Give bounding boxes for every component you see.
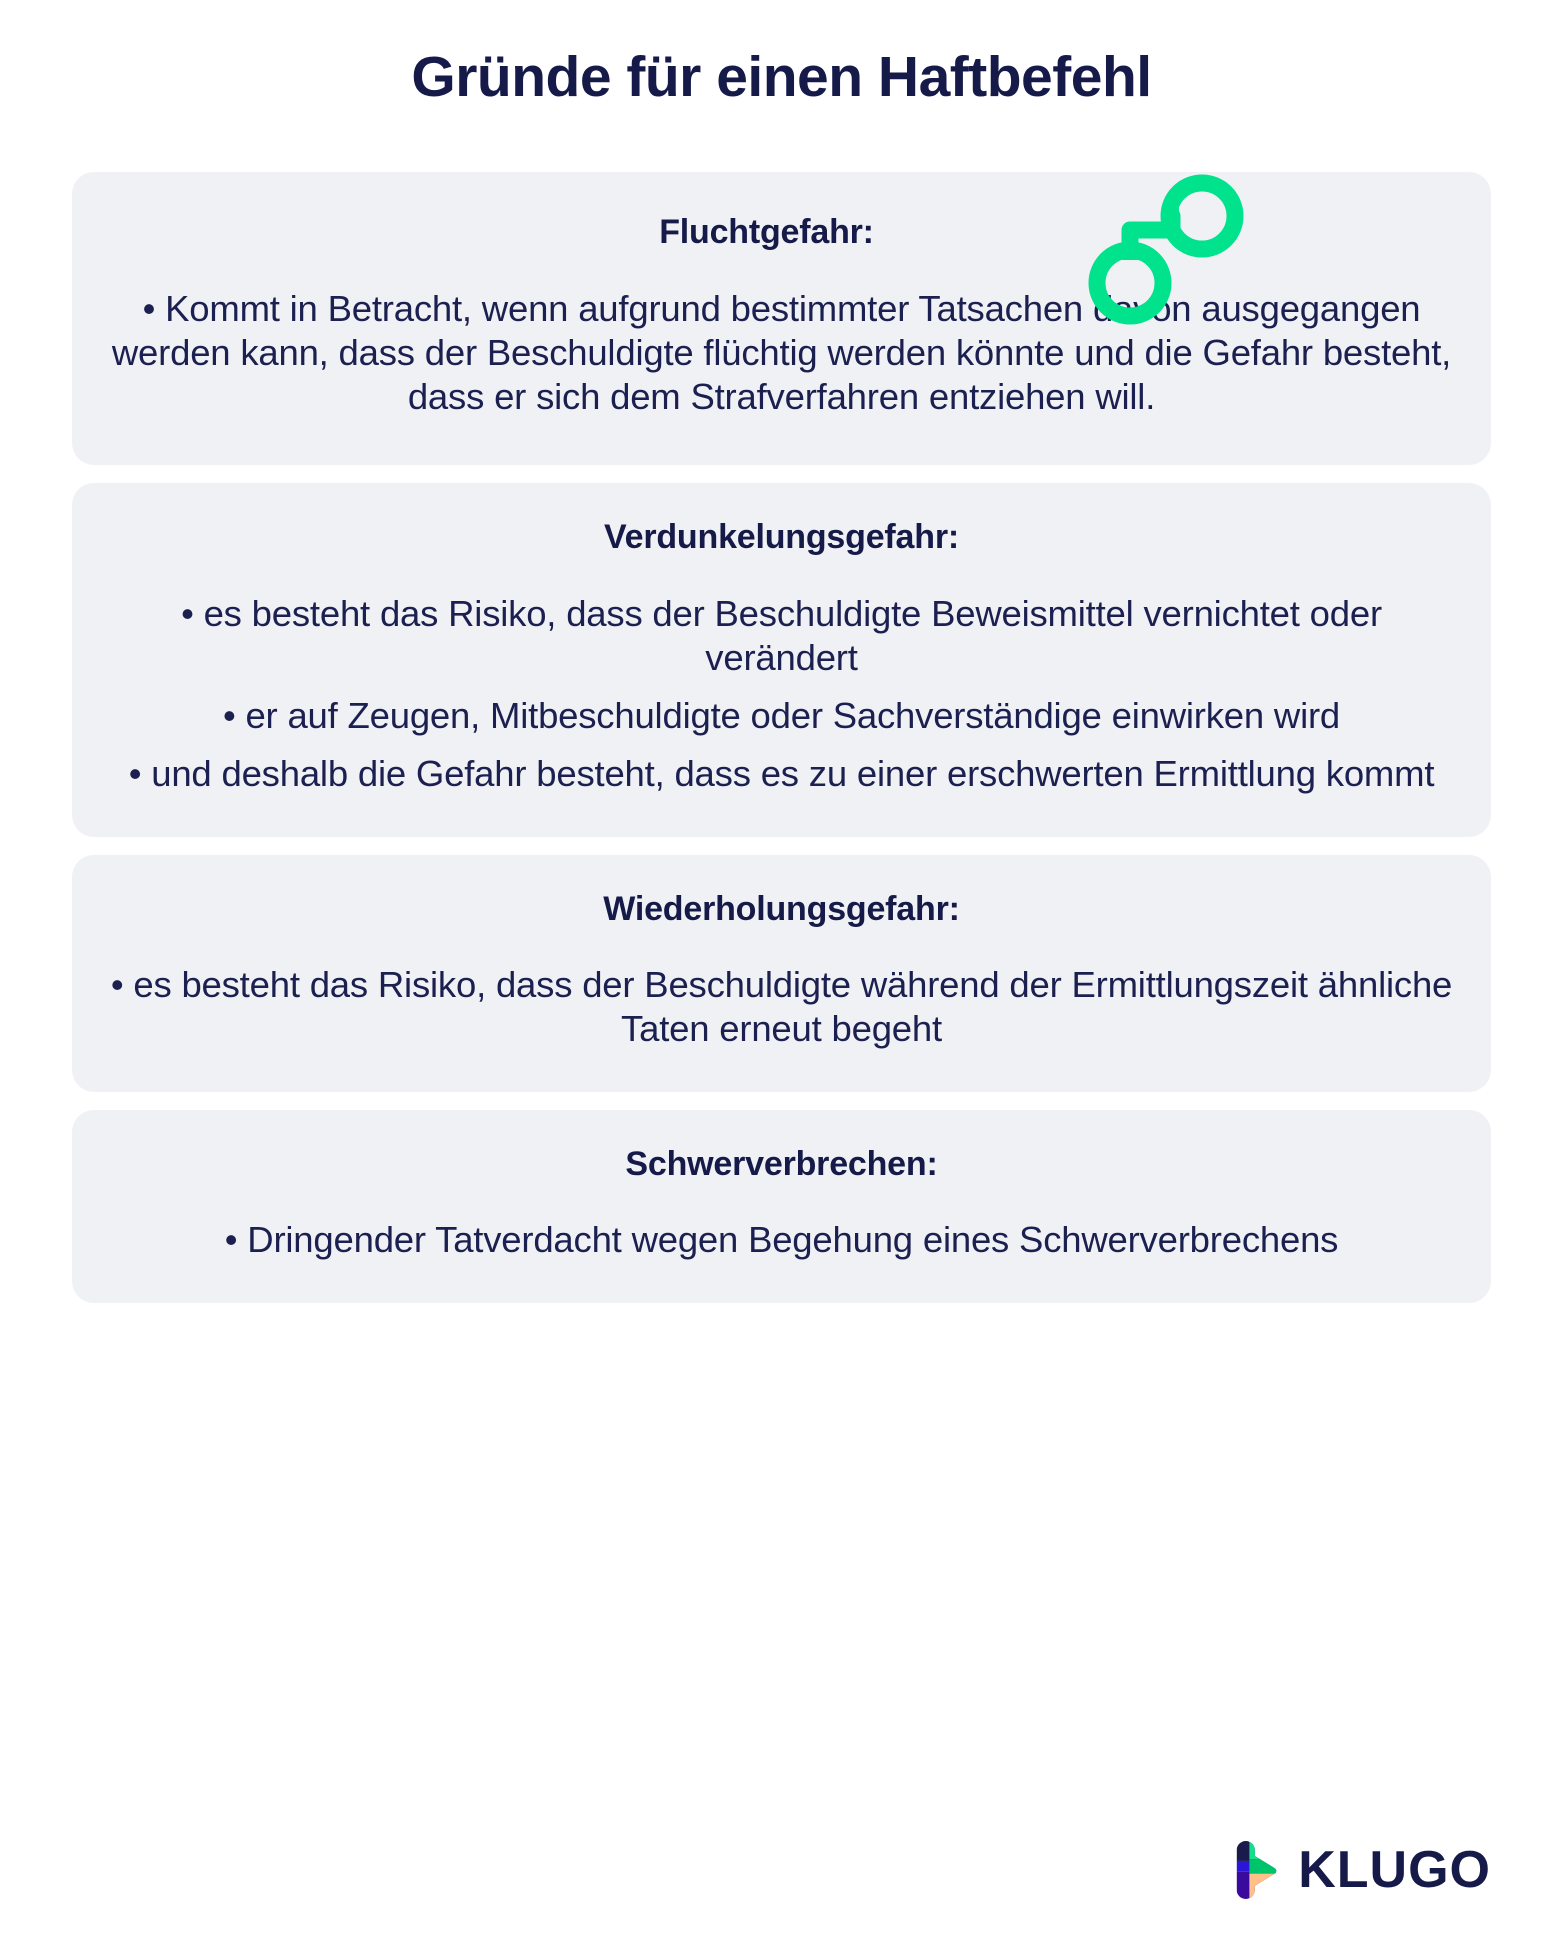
card-body bbox=[106, 963, 1457, 1051]
brand-wordmark: KLUGO bbox=[1298, 1841, 1491, 1899]
klugo-play-mark-icon bbox=[1224, 1841, 1282, 1899]
brand-logo bbox=[1224, 1841, 1491, 1899]
card-body bbox=[106, 592, 1457, 797]
title-section bbox=[72, 0, 1491, 110]
card-title: Fluchtgefahr: bbox=[659, 212, 874, 251]
card-body bbox=[106, 287, 1457, 419]
list-item: • Kommt in Betracht, wenn aufgrund bestimmter Tatsachen davon ausgegangen werden kann, dass der Beschuldigte flüchtig werden könnte und die Gefahr besteht, dass er sich dem Strafverfahren entziehen will. bbox=[111, 287, 1452, 417]
card-fluchtgefahr bbox=[72, 172, 1491, 465]
list-item: • er auf Zeugen, Mitbeschuldigte oder Sachverständige einwirken wird bbox=[222, 695, 1341, 737]
card-title: Verdunkelungsgefahr: bbox=[604, 518, 959, 557]
list-item: • und deshalb die Gefahr besteht, dass es zu einer erschwerten Ermittlung kommt bbox=[128, 753, 1435, 795]
card-verdunkelungsgefahr bbox=[72, 483, 1491, 836]
card-wiederholungsgefahr bbox=[72, 855, 1491, 1092]
card-body bbox=[106, 1218, 1457, 1262]
card-schwerverbrechen bbox=[72, 1110, 1491, 1303]
cards-list bbox=[72, 172, 1491, 1303]
page-title: Gründe für einen Haftbefehl bbox=[411, 45, 1152, 109]
list-item: • Dringender Tatverdacht wegen Begehung eines Schwerverbrechens bbox=[224, 1219, 1339, 1261]
card-title: Schwerverbrechen: bbox=[625, 1144, 938, 1183]
card-title: Wiederholungsgefahr: bbox=[603, 889, 960, 928]
list-item: • es besteht das Risiko, dass der Beschuldigte Beweismittel vernichtet oder verändert bbox=[181, 592, 1382, 679]
list-item: • es besteht das Risiko, dass der Beschuldigte während der Ermittlungszeit ähnliche Taten erneut begeht bbox=[110, 964, 1453, 1050]
